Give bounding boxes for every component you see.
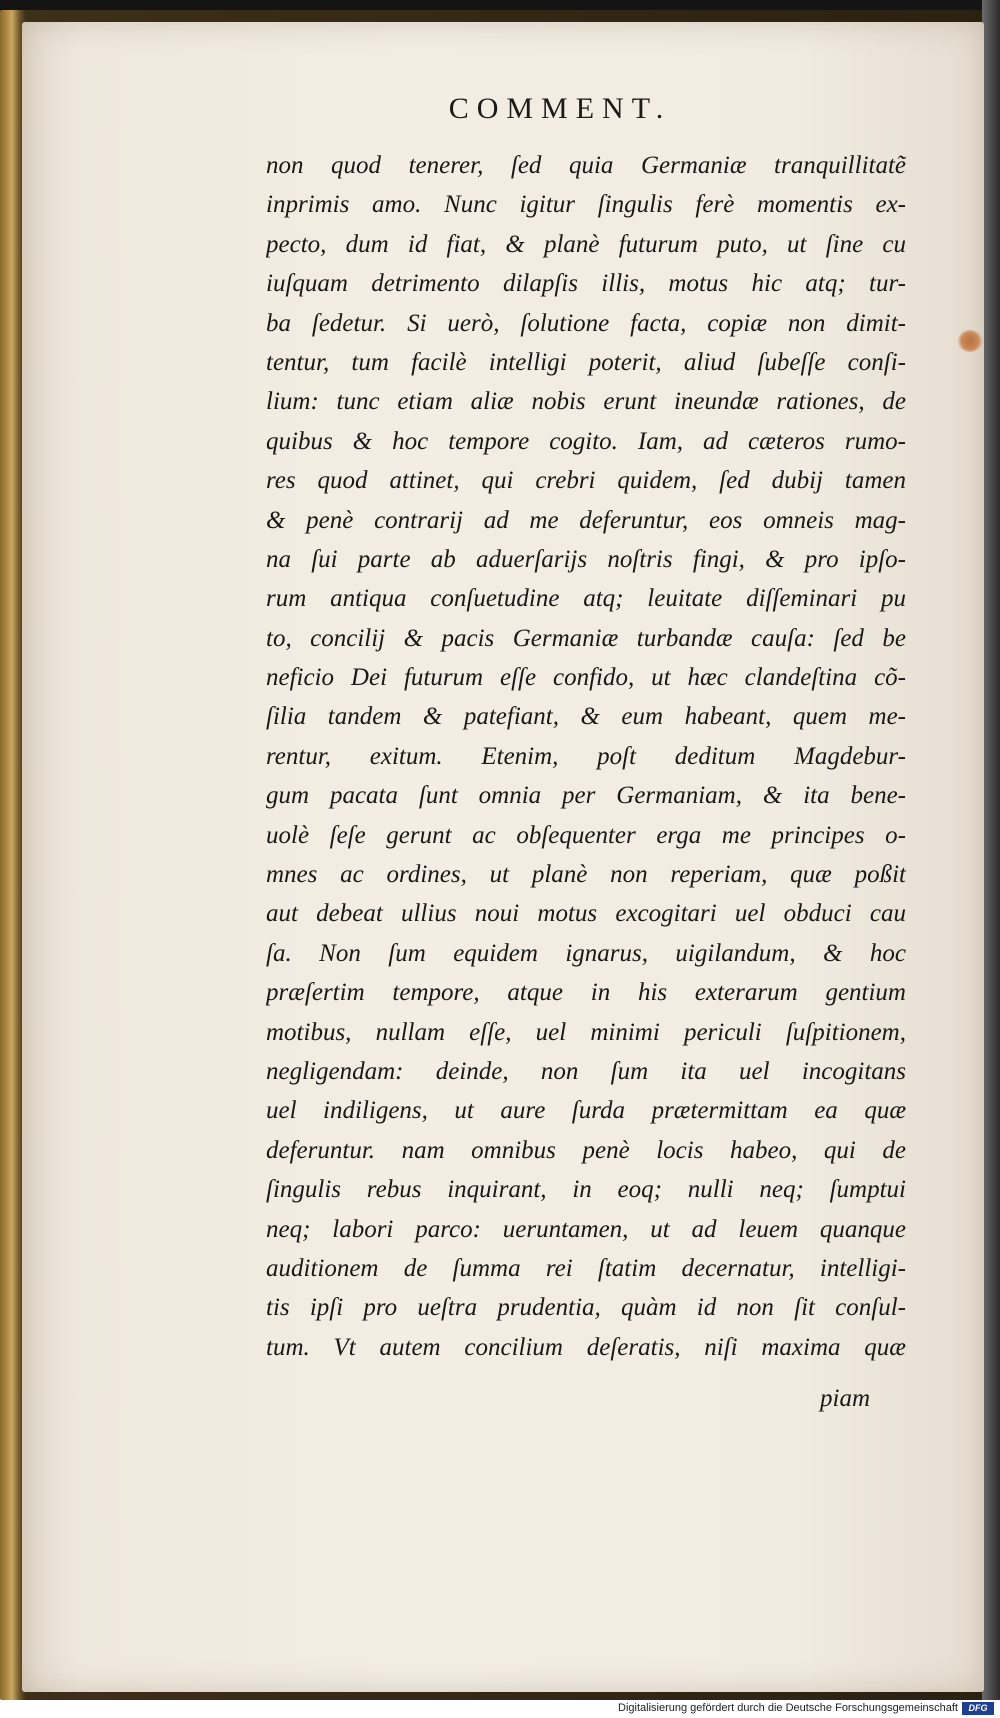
text-line: auditionem de ſumma rei ſtatim decernatur, intelligi- — [266, 1254, 906, 1282]
catchword: piam — [820, 1385, 870, 1412]
paper-stain — [957, 330, 983, 352]
text-line: rentur, exitum. Etenim, poſt deditum Magdebur- — [266, 742, 906, 770]
text-line: non quod tenerer, ſed quia Germaniæ tranquillitatẽ — [266, 152, 906, 179]
text-line: lium: tunc etiam aliæ nobis erunt ineundæ rationes, de — [266, 388, 906, 416]
text-line: tum. Vt autem concilium deſeratis, niſi maxima quæ — [266, 1333, 906, 1361]
text-line: na ſui parte ab aduerſarijs noſtris fingi, & pro ipſo- — [266, 545, 906, 573]
text-line: ſingulis rebus inquirant, in eoq; nulli neq; ſumptui — [266, 1176, 906, 1204]
text-line: res quod attinet, qui crebri quidem, ſed dubij tamen — [266, 467, 906, 495]
text-line: ſa. Non ſum equidem ignarus, uigilandum, & hoc — [266, 939, 906, 967]
dfg-logo: DFG — [962, 1702, 994, 1715]
text-line: negligendam: deinde, non ſum ita uel incogitans — [266, 1057, 906, 1085]
text-line: gum pacata ſunt omnia per Germaniam, & ita bene- — [266, 782, 906, 810]
digitization-credit: Digitalisierung gefördert durch die Deutsche Forschungsgemeinschaft — [618, 1702, 958, 1714]
text-line: motibus, nullam eſſe, uel minimi periculi ſuſpitionem, — [266, 1018, 906, 1046]
scan-right-shadow — [982, 0, 1000, 1718]
text-line: inprimis amo. Nunc igitur ſingulis ferè momentis ex- — [266, 191, 906, 219]
text-line: neq; labori parco: ueruntamen, ut ad leuem quanque — [266, 1215, 906, 1243]
text-line: neficio Dei futurum eſſe confido, ut hæc clandeſtina cõ- — [266, 664, 906, 692]
text-line: to, concilij & pacis Germaniæ turbandæ cauſa: ſed be — [266, 624, 906, 652]
text-line: quibus & hoc tempore cogito. Iam, ad cæteros rumo- — [266, 427, 906, 455]
text-line: tis ipſi pro ueſtra prudentia, quàm id non ſit conſul- — [266, 1294, 906, 1322]
text-line: ba ſedetur. Si uerò, ſolutione facta, copiæ non dimit- — [266, 309, 906, 337]
text-line: mnes ac ordines, ut planè non reperiam, quæ poßit — [266, 861, 906, 889]
text-line: præſertim tempore, atque in his exterarum gentium — [266, 979, 906, 1007]
text-line: uolè ſeſe gerunt ac obſequenter erga me principes o- — [266, 821, 906, 849]
text-line: uel indiligens, ut aure ſurda prætermittam ea quæ — [266, 1097, 906, 1125]
text-line: rum antiqua conſuetudine atq; leuitate diſſeminari pu — [266, 585, 906, 613]
text-line: aut debeat ullius noui motus excogitari uel obduci cau — [266, 900, 906, 928]
text-line: & penè contrarij ad me deferuntur, eos omneis mag- — [266, 506, 906, 534]
text-line: ſilia tandem & patefiant, & eum habeant, quem me- — [266, 703, 906, 731]
body-text — [266, 146, 906, 1367]
text-line: iuſquam detrimento dilapſis illis, motus hic atq; tur- — [266, 270, 906, 298]
text-line: tentur, tum facilè intelligi poterit, aliud ſubeſſe conſi- — [266, 348, 906, 376]
text-line: deferuntur. nam omnibus penè locis habeo, qui de — [266, 1136, 906, 1164]
text-line: pecto, dum id fiat, & planè futurum puto, ut ſine cu — [266, 230, 906, 258]
running-head-text: COMMENT. — [448, 92, 672, 125]
running-head — [0, 92, 1000, 126]
